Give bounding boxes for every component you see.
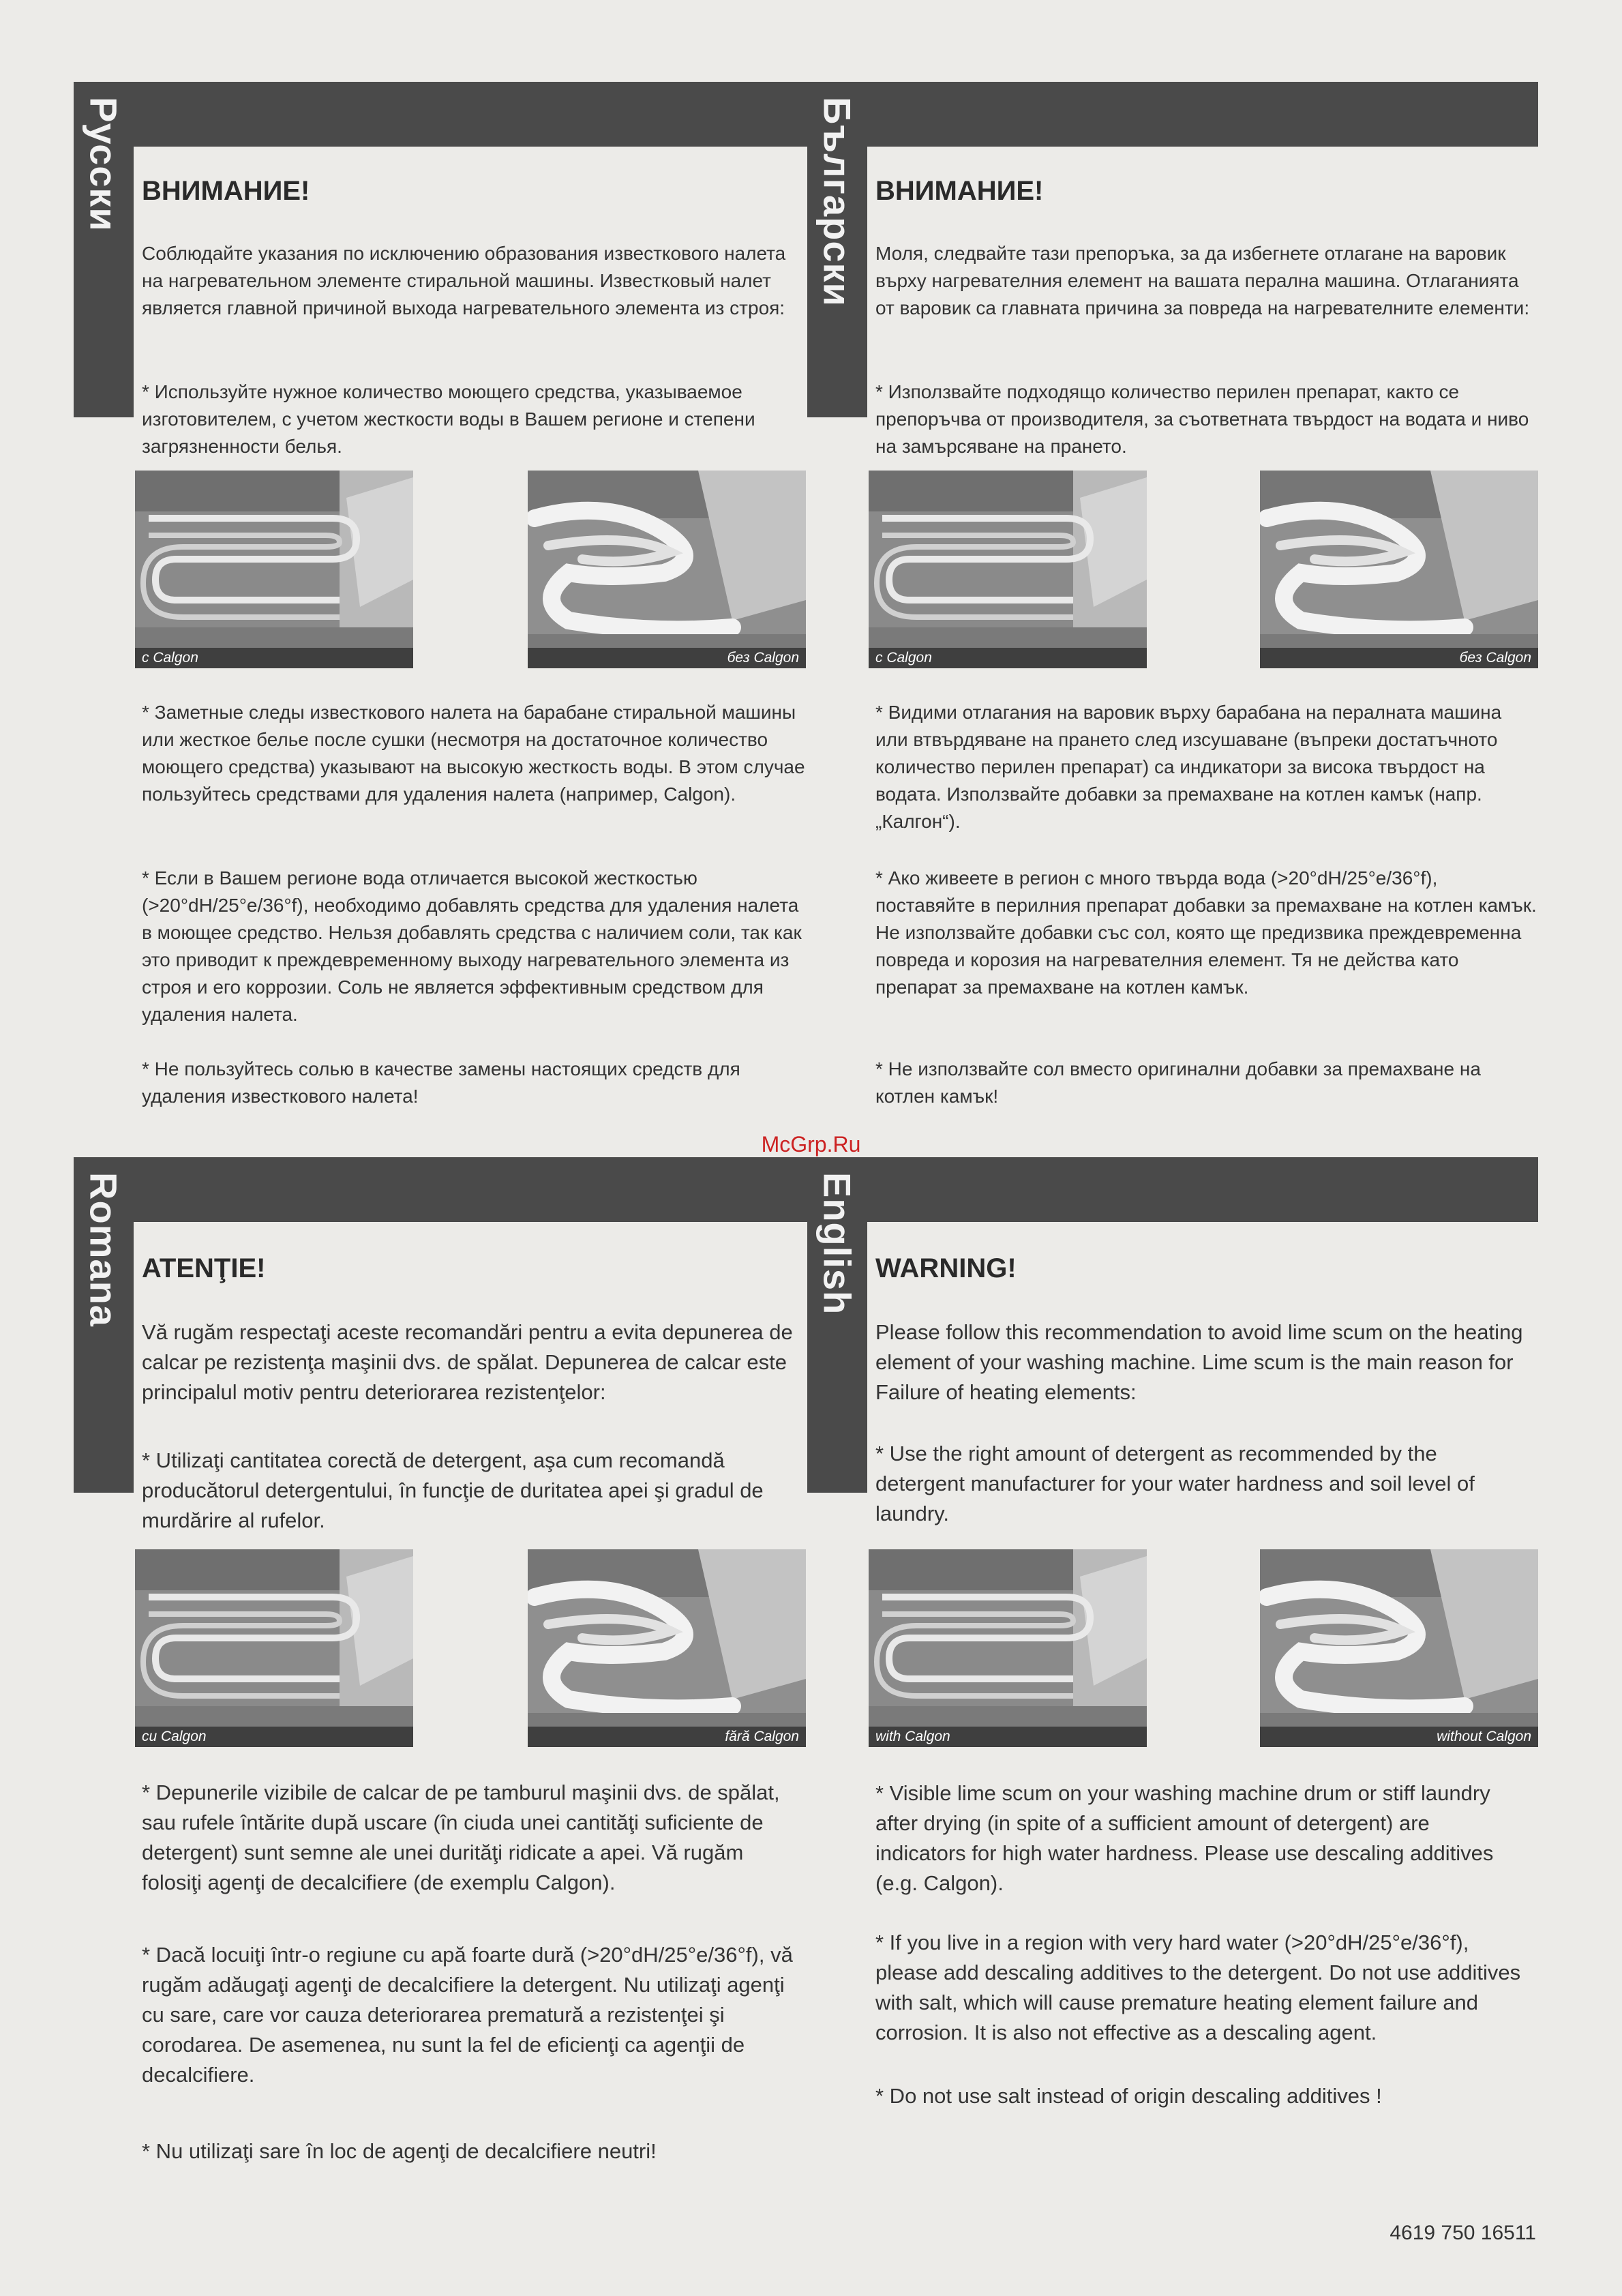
bottom-band [74,1157,1538,1222]
top-band [74,82,1538,147]
ru-photo-without [528,471,806,668]
en-p3: * If you live in a region with very hard water (>20°dH/25°e/36°f), please add descaling additives to the detergent. Do not use additives with salt, which will cause premature heating element failure and corrosion. It is also not effective as a descaling agent. [875,1930,1521,2044]
ru-heading: ВНИМАНИЕ! [142,176,310,206]
ro-intro: Vă rugăm respectaţi aceste recomandări pentru a evita depunerea de calcar pe rezistenţa maşinii dvs. de spălat. Depunerea de calcar este principalul motiv pentru deteriorarea rezistenţelor: [142,1320,793,1404]
bg-caption-without: без Calgon [1260,648,1538,668]
bg-intro: Моля, следвайте тази препоръка, за да избегнете отлагане на варовик върху нагревателния елемент на вашата перална машина. Отлаганията от варовик са главната причина за повреда на нагревателните елементи: [875,243,1530,318]
ru-photo-with [135,471,413,668]
ru-caption-with: с Calgon [135,648,413,668]
ro-p4: * Nu utilizaţi sare în loc de agenţi de decalcifiere neutri! [142,2139,657,2163]
ro-photo-with [135,1549,413,1747]
tab-romanian [74,1157,134,1493]
en-photo-without [1260,1549,1538,1747]
bg-p2: * Видими отлагания на варовик върху барабана на пералната машина или втвърдяване на прането след изсушаване (въпреки достатъчното количество перилен препарат) са индикатори за висока твърдост на водата. Използвайте добавки за премахване на котлен камък (напр. „Калгон“). [875,702,1502,832]
bg-photo-without [1260,471,1538,668]
tab-russian [74,82,134,417]
bg-p1: * Използвайте подходящо количество перилен препарат, както се препоръчва от производителя, за съответната твърдост на водата и ниво на замърсяване на прането. [875,381,1529,457]
ro-heading: ATENŢIE! [142,1253,266,1283]
tab-english-label: English [815,1172,859,1315]
tab-russian-label: Русски [82,97,125,232]
ro-photo-without [528,1549,806,1747]
ro-caption-without: fără Calgon [528,1727,806,1747]
ro-p2: * Depunerile vizibile de calcar de pe tamburul maşinii dvs. de spălat, sau rufele întărite după uscare (în ciuda unei cantităţi suficiente de detergent) sunt semne ale unei durităţi ridicate a apei. Vă rugăm folosiţi agenţi de decalcifiere (de exemplu Calgon). [142,1780,780,1894]
bg-photo-with [869,471,1147,668]
en-photo-with [869,1549,1147,1747]
en-intro: Please follow this recommendation to avoid lime scum on the heating element of your washing machine. Lime scum is the main reason for Failure of heating elements: [875,1320,1523,1404]
ro-p1: * Utilizaţi cantitatea corectă de detergent, aşa cum recomandă producătorul detergentului, în funcţie de duritatea apei şi gradul de murdărire al rufelor. [142,1448,764,1532]
ru-p3: * Если в Вашем регионе вода отличается высокой жесткостью (>20°dH/25°e/36°f), необходимо добавлять средства для удаления налета в моющее средство. Нельзя добавлять средства с наличием соли, так как это приводит к преждевременному выходу нагревательного элемента из строя и его коррозии. Соль не является эффективным средством для удаления налета. [142,867,802,1025]
bg-caption-with: с Calgon [869,648,1147,668]
en-p1: * Use the right amount of detergent as recommended by the detergent manufacturer for your water hardness and soil level of laundry. [875,1442,1475,1525]
ru-p1: * Используйте нужное количество моющего средства, указываемое изготовителем, с учетом жесткости воды в Вашем регионе и степени загрязненности белья. [142,381,755,457]
bg-p4: * Не използвайте сол вместо оригинални добавки за премахване на котлен камък! [875,1058,1481,1107]
watermark: McGrp.Ru [761,1132,861,1157]
ru-caption-without: без Calgon [528,648,806,668]
tab-english [807,1157,867,1493]
document-number: 4619 750 16511 [1390,2222,1536,2244]
ru-p4: * Не пользуйтесь солью в качестве замены настоящих средств для удаления известкового налета! [142,1058,740,1107]
en-caption-with: with Calgon [869,1727,1147,1747]
tab-bulgarian-label: Български [815,97,859,307]
en-p2: * Visible lime scum on your washing machine drum or stiff laundry after drying (in spite of a sufficient amount of detergent) are indicators for high water hardness. Please use descaling additives (e.g. Calgon). [875,1781,1494,1895]
ru-p2: * Заметные следы известкового налета на барабане стиральной машины или жесткое белье после сушки (несмотря на достаточное количество моющего средства) указывают на высокую жесткость воды. В этом случае пользуйтесь средствами для удаления налета (например, Calgon). [142,702,805,805]
bg-heading: ВНИМАНИЕ! [875,176,1044,206]
ro-p3: * Dacă locuiţi într-o regiune cu apă foarte dură (>20°dH/25°e/36°f), vă rugăm adăugaţi agenţi de decalcifiere la detergent. Nu utilizaţi agenţi cu sare, care vor cauza deteriorarea prematură a rezistenţei şi corodarea. De asemenea, nu sunt la fel de eficienţi ca agenţii de decalcifiere. [142,1943,793,2087]
ro-caption-with: cu Calgon [135,1727,413,1747]
en-p4: * Do not use salt instead of origin descaling additives ! [875,2084,1382,2108]
en-heading: WARNING! [875,1253,1017,1283]
bg-p3: * Ако живеете в регион с много твърда вода (>20°dH/25°e/36°f), поставяйте в перилния препарат добавки за премахване на котлен камък. Не използвайте добавки със сол, която ще предизвика преждевременна повреда и корозия на нагревателния елемент. Тя не действа като препарат за премахване на котлен камък. [875,867,1537,998]
tab-romanian-label: Romana [82,1172,125,1327]
en-caption-without: without Calgon [1260,1727,1538,1747]
tab-bulgarian [807,82,867,417]
ru-intro: Соблюдайте указания по исключению образования известкового налета на нагревательном элементе стиральной машины. Известковый налет является главной причиной выхода нагревательного элемента из строя: [142,243,786,318]
